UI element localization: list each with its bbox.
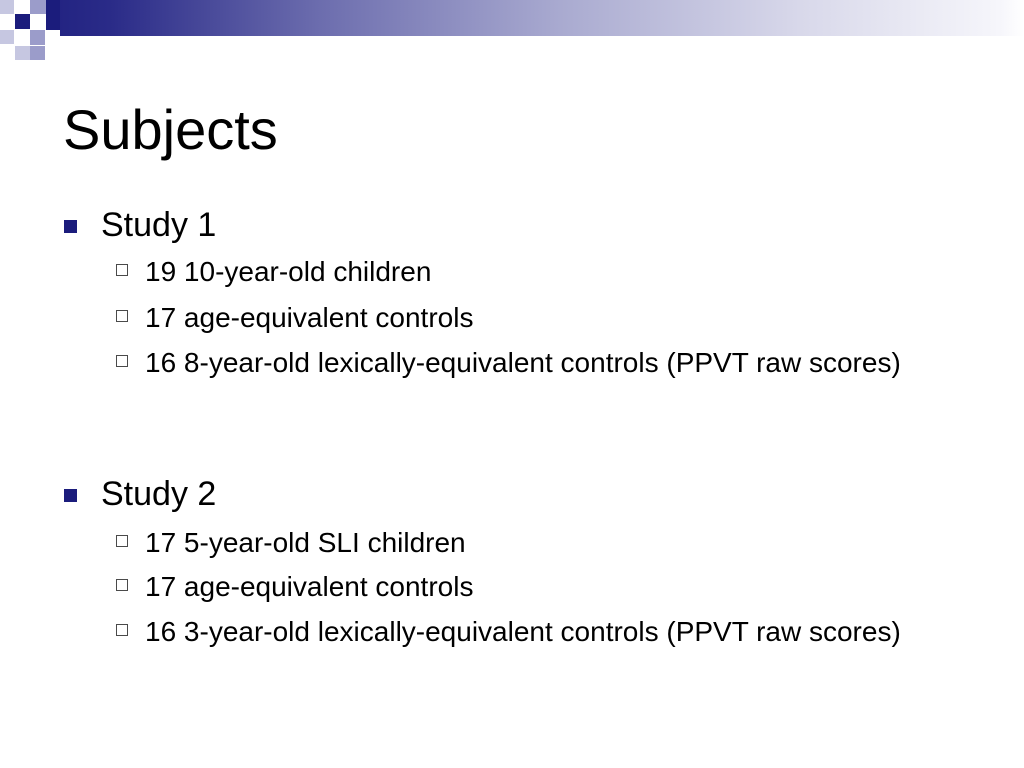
- decorative-square: [46, 14, 60, 30]
- hollow-square-bullet-icon: [116, 535, 128, 547]
- decorative-square: [0, 0, 14, 14]
- header-gradient-bar: [0, 0, 1024, 36]
- list-item-text: 17 age-equivalent controls: [145, 571, 474, 602]
- slide-title: Subjects: [63, 98, 278, 161]
- hollow-square-bullet-icon: [116, 264, 128, 276]
- list-item-text: 17 5-year-old SLI children: [145, 527, 466, 558]
- decorative-square: [30, 46, 45, 60]
- decorative-square: [30, 0, 46, 14]
- list-item-text: 19 10-year-old children: [145, 256, 432, 287]
- section-label: Study 2: [101, 475, 217, 513]
- list-item-text: 17 age-equivalent controls: [145, 302, 474, 333]
- list-item-text: 16 3-year-old lexically-equivalent controls (PPVT raw scores): [145, 616, 901, 647]
- square-bullet-icon: [64, 489, 77, 502]
- square-bullet-icon: [64, 220, 77, 233]
- hollow-square-bullet-icon: [116, 579, 128, 591]
- hollow-square-bullet-icon: [116, 310, 128, 322]
- hollow-square-bullet-icon: [116, 355, 128, 367]
- decorative-square: [30, 30, 45, 45]
- section-label: Study 1: [101, 206, 217, 244]
- decorative-square: [15, 14, 30, 29]
- decorative-square: [46, 0, 60, 14]
- hollow-square-bullet-icon: [116, 624, 128, 636]
- decorative-square: [15, 46, 30, 60]
- list-item-text: 16 8-year-old lexically-equivalent controls (PPVT raw scores): [145, 347, 901, 378]
- decorative-square: [0, 30, 14, 44]
